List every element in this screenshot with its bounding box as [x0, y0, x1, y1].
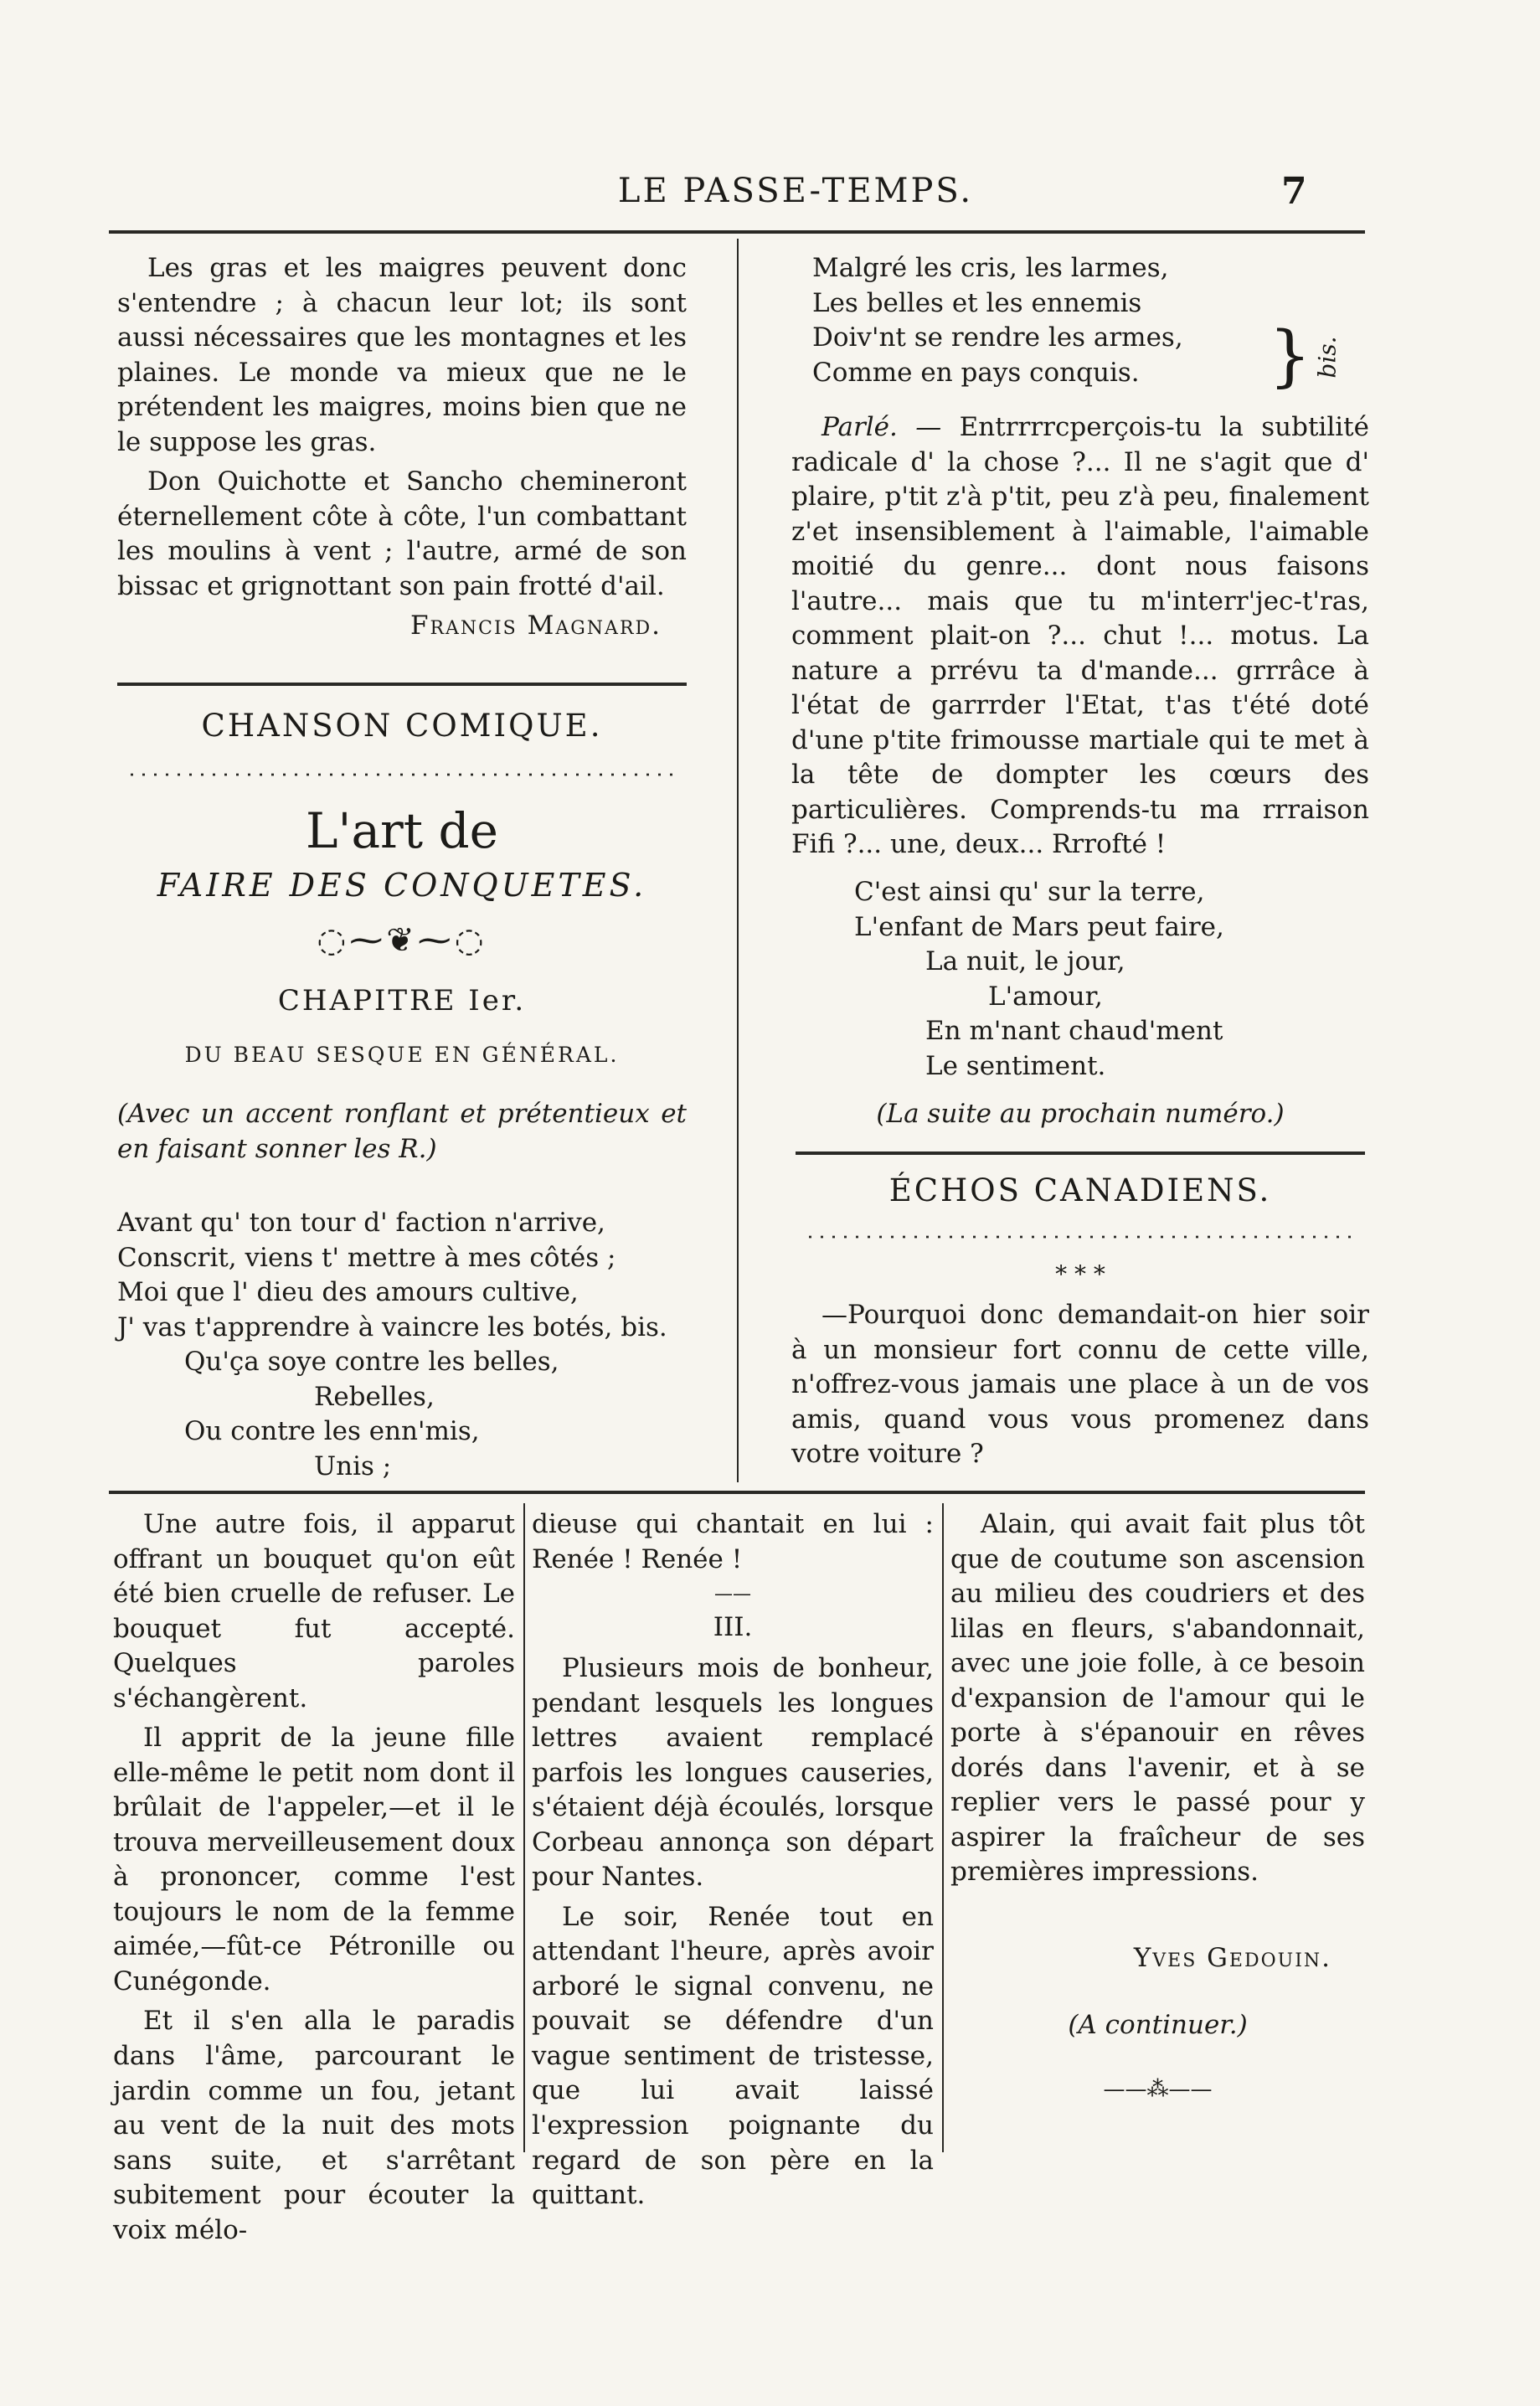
brace-glyph: } [1269, 317, 1311, 394]
suite-note: (La suite au prochain numéro.) [876, 1099, 1285, 1129]
author-signature: Francis Magnard. [409, 611, 662, 641]
story-paragraph: Plusieurs mois de bonheur, pendant lesquels les longues lettres avaient remplacé parfois les longues causeries, s'étaient déjà écoulés, lorsque Corbeau annonça son départ pour Nantes. [532, 1653, 934, 1893]
parle-block [791, 410, 1369, 868]
page-number: 7 [1281, 170, 1307, 213]
column-divider [737, 239, 739, 1482]
bottom-column-3 [950, 1507, 1365, 1895]
bottom-column-2 [532, 1507, 934, 2218]
verse-3 [854, 875, 1323, 1084]
parle-text: Entrrrrcperçois-tu la subtilité radicale d' la chose ?... Il ne s'agit que d' plaire, p'tit z'à p'tit, peu z'à peu, finalement z'et insensiblement à l'aimable, l'aimable moitié du genre... dont nous faisons l'autre... mais que tu m'interr'jec-t'ras, comment plait-on ?... chut !... motus. La nature a prrévu ta d'mande... grrrâce à l'état de garrrder l'Etat, t'as t'été doté d'une p'tite frimousse martiale qui te met à la tête de dompter les cœurs des particulières. Comprends-tu ma rrraison Fifi ?... une, deux... Rrrofté ! [791, 412, 1369, 860]
story-paragraph: dieuse qui chantait en lui : Renée ! Renée ! [532, 1509, 934, 1574]
column-divider [942, 1503, 944, 2152]
end-ornament: ——⁂—— [1103, 2077, 1213, 2102]
verse-line: En m'nant chaud'ment [925, 1016, 1223, 1047]
story-paragraph: Il apprit de la jeune fille elle-même le petit nom dont il brûlait de l'appeler,—et il le trouva merveilleusement doux à prononcer, comme l'est toujours le nom de la femme aimée,—fût-ce Pétronille ou Cunégonde. [113, 1723, 515, 1996]
verse-line: La nuit, le jour, [925, 946, 1125, 977]
verse-1 [117, 1206, 687, 1484]
verse-line: Qu'ça soye contre les belles, [184, 1347, 559, 1378]
section-title-echos: ÉCHOS CANADIENS. [888, 1172, 1272, 1208]
continuer-note: (A continuer.) [1068, 2010, 1248, 2040]
verse-line: Unis ; [314, 1450, 392, 1481]
story-paragraph: Alain, qui avait fait plus tôt que de coutume son ascension au milieu des coudriers et des lilas en fleurs, s'abandonnait, avec une joie folle, à ce besoin d'expansion de l'amour qui le porte à s'épanouir en rêves dorés dans l'avenir, et à se replier vers le passé pour y aspirer la fraîcheur de ses premières impressions. [950, 1509, 1365, 1888]
verse-line: Conscrit, viens t' mettre à mes côtés ; [117, 1242, 616, 1273]
verse-line: Moi que l' dieu des amours cultive, [117, 1277, 579, 1308]
story-paragraph: Et il s'en alla le paradis dans l'âme, parcourant le jardin comme un fou, jetant au vent de la nuit des mots sans suite, et s'arrêtant subitement pour écouter la voix mélo- [113, 2006, 515, 2245]
verse-line: J' vas t'apprendre à vaincre les botés, bis. [117, 1311, 667, 1342]
magnard-paragraph-2: Don Quichotte et Sancho chemineront éternellement côte à côte, l'un combattant les moulins à vent ; l'autre, armé de son bissac et grignottant son pain frotté d'ail. [117, 466, 687, 601]
verse-line: Comme en pays conquis. [812, 357, 1140, 388]
running-header: LE PASSE-TEMPS. [617, 172, 974, 210]
verse-line: Ou contre les enn'mis, [184, 1416, 480, 1447]
bis-mark: bis. [1313, 336, 1342, 379]
verse-line: Rebelles, [314, 1381, 435, 1412]
verse-line: Les belles et les ennemis [812, 287, 1142, 318]
song-subtitle: FAIRE DES CONQUETES. [157, 867, 647, 904]
wavy-rule [804, 1231, 1357, 1243]
story-paragraph: Une autre fois, il apparut offrant un bouquet qu'on eût été bien cruelle de refuser. Le bouquet fut accepté. Quelques paroles s'échangèrent. [113, 1509, 515, 1713]
bottom-column-1 [113, 1507, 515, 2253]
chapter-heading: CHAPITRE Ier. [277, 984, 527, 1018]
song-title: L'art de [306, 802, 498, 859]
header-rule [109, 230, 1365, 234]
short-rule: —— [714, 1584, 751, 1605]
middle-rule [109, 1491, 1365, 1494]
stage-direction-text: (Avec un accent ronflant et prétentieux et en faisant sonner les R.) [117, 1099, 687, 1164]
verse-line: Malgré les cris, les larmes, [812, 253, 1169, 283]
section-rule [796, 1151, 1365, 1155]
left-column-top [117, 251, 687, 644]
wavy-rule [126, 769, 678, 781]
asterism: * * * [1055, 1260, 1105, 1288]
echos-text [791, 1298, 1369, 1477]
verse-line: Le sentiment. [925, 1050, 1106, 1081]
verse-line: C'est ainsi qu' sur la terre, [854, 877, 1205, 907]
chapter-number: III. [713, 1611, 753, 1642]
verse-line: L'enfant de Mars peut faire, [854, 911, 1224, 942]
ornament: ◌⁓❦⁓◌ [317, 921, 487, 960]
section-title-chanson: CHANSON COMIQUE. [201, 708, 603, 744]
verse-line: Avant qu' ton tour d' faction n'arrive, [117, 1208, 605, 1238]
author-signature: Yves Gedouin. [1133, 1943, 1331, 1973]
verse-line: Doiv'nt se rendre les armes, [812, 322, 1183, 353]
column-divider [523, 1503, 525, 2152]
echos-paragraph: —Pourquoi donc demandait-on hier soir à un monsieur fort connu de cette ville, n'offrez-vous jamais une place à un de vos amis, quand vous vous promenez dans votre voiture ? [791, 1300, 1369, 1470]
verse-line: L'amour, [988, 981, 1103, 1012]
parle-label: Parlé. — [822, 412, 942, 442]
stage-direction [117, 1097, 687, 1172]
story-paragraph: Le soir, Renée tout en attendant l'heure, après avoir arboré le signal convenu, ne pouvait se défendre d'un vague sentiment de tristesse, que lui avait laissé l'expression poignante du regard de son père en la quittant. [532, 1901, 934, 2211]
section-rule [117, 683, 687, 686]
verse-2 [812, 251, 1281, 390]
magnard-paragraph-1: Les gras et les maigres peuvent donc s'entendre ; à chacun leur lot; ils sont aussi nécessaires que les montagnes et les plaines. Le monde va mieux que ne le prétendent les maigres, moins bien que ne le suppose les gras. [117, 253, 687, 457]
chapter-subtitle: DU BEAU SESQUE EN GÉNÉRAL. [184, 1043, 620, 1067]
